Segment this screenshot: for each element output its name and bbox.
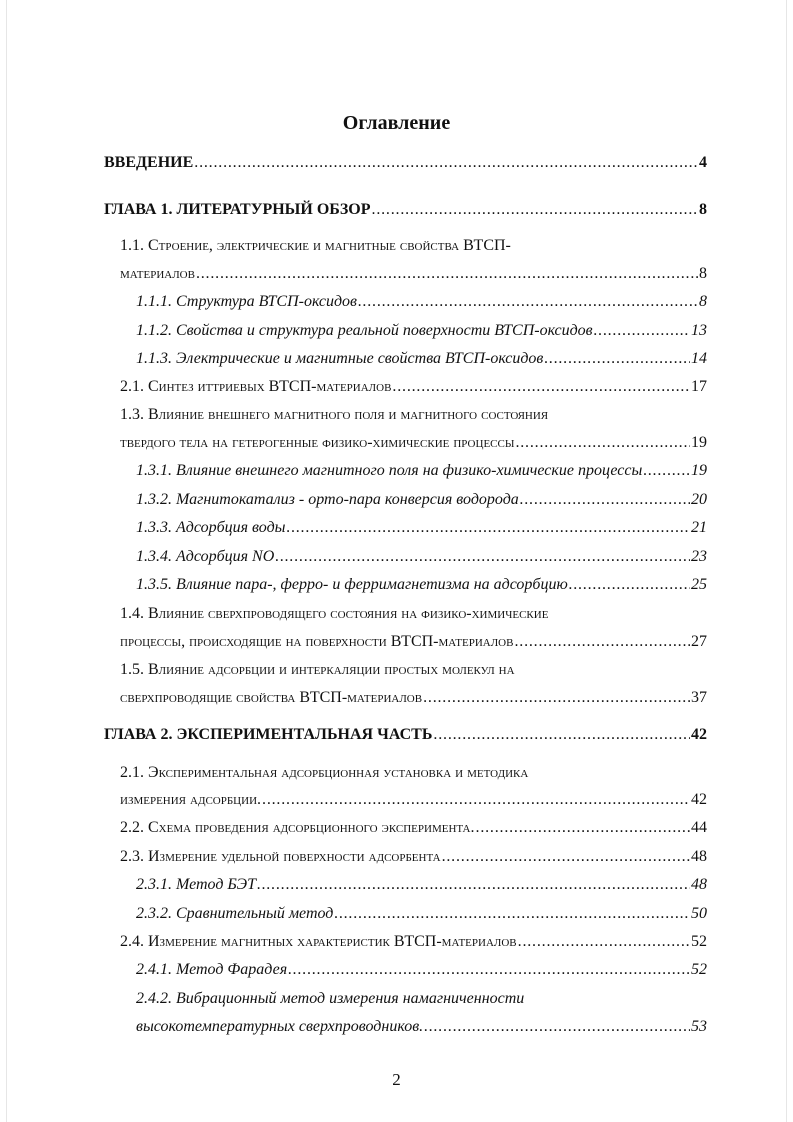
toc-entry-label: материалов (120, 265, 195, 282)
toc-page-number: 44 (691, 819, 707, 836)
toc-entry-1-3[interactable] (120, 433, 707, 453)
toc-entry-1-1-1[interactable] (136, 292, 707, 312)
toc-entry-label: 2.2. Схема проведения адсорбционного эксперимента. (120, 819, 475, 836)
toc-page-number: 21 (691, 519, 707, 536)
toc-entry-label: 1.1.1. Структура ВТСП-оксидов (136, 293, 357, 310)
toc-entry-chapter-2[interactable] (104, 725, 707, 745)
toc-page-number: 37 (691, 689, 707, 706)
toc-entry-label: 2.3.1. Метод БЭТ (136, 876, 257, 893)
toc-entry-label: 1.3.3. Адсорбция воды (136, 519, 286, 536)
page-edge-left (6, 0, 7, 1122)
toc-entry-2-4-2[interactable] (136, 1017, 707, 1037)
dot-leader (392, 377, 690, 397)
toc-entry-2-4-2-line1[interactable]: 2.4.2. Вибрационный метод измерения намагниченности (136, 990, 525, 1007)
dot-leader (520, 490, 690, 510)
toc-page-number: 8 (699, 265, 707, 282)
toc-page-number: 25 (691, 576, 707, 593)
toc-entry-label: сверхпроводящие свойства ВТСП-материалов (120, 689, 423, 706)
toc-entry-chapter-1[interactable] (104, 200, 707, 220)
toc-page-number: 4 (699, 154, 707, 171)
dot-leader (262, 790, 690, 810)
toc-entry-2-1-line1[interactable]: 2.1. Экспериментальная адсорбционная установка и методика (120, 764, 529, 781)
dot-leader (518, 932, 690, 952)
toc-entry-1-3-3[interactable] (136, 518, 707, 538)
toc-entry-2-3-2[interactable] (136, 904, 707, 924)
page-title: Оглавление (342, 112, 451, 134)
toc-page-number: 42 (691, 726, 707, 743)
toc-entry-2-2[interactable] (120, 818, 707, 838)
toc-entry-1-4[interactable] (120, 632, 707, 652)
toc-page-number: 8 (699, 201, 707, 218)
toc-page-number: 52 (691, 961, 707, 978)
toc-entry-1-1[interactable] (120, 264, 707, 284)
toc-page-number: 53 (691, 1018, 707, 1035)
toc-entry-1-3-2[interactable] (136, 490, 707, 510)
dot-leader (433, 725, 690, 745)
toc-entry-label: высокотемпературных сверхпроводников. (136, 1018, 424, 1035)
toc-entry-introduction[interactable] (104, 153, 707, 173)
toc-entry-1-1-line1[interactable]: 1.1. Строение, электрические и магнитные свойства ВТСП- (120, 237, 511, 254)
toc-entry-1-1-2[interactable] (136, 321, 707, 341)
dot-leader (358, 292, 698, 312)
toc-entry-2-4[interactable] (120, 932, 707, 952)
page-number: 2 (392, 1070, 401, 1089)
dot-leader (287, 518, 690, 538)
toc-entry-1-5[interactable] (120, 688, 707, 708)
dot-leader (275, 547, 690, 567)
toc-entry-label: 2.3. Измерение удельной поверхности адсорбента (120, 848, 441, 865)
toc-page-number: 42 (691, 791, 707, 808)
dot-leader (424, 1017, 690, 1037)
toc-entry-label: твердого тела на гетерогенные физико-химические процессы (120, 434, 515, 451)
toc-entry-label: 1.3.2. Магнитокатализ - орто-пара конверсия водорода (136, 491, 519, 508)
toc-page-number: 48 (691, 848, 707, 865)
dot-leader (514, 632, 690, 652)
toc-entry-1-4-line1[interactable]: 1.4. Влияние сверхпроводящего состояния на физико-химические (120, 605, 549, 622)
toc-entry-label: измерения адсорбции. (120, 791, 262, 808)
toc-page-number: 27 (691, 633, 707, 650)
toc-entry-label: 1.1.2. Свойства и структура реальной поверхности ВТСП-оксидов (136, 322, 593, 339)
dot-leader (423, 688, 690, 708)
toc-entry-2-3[interactable] (120, 847, 707, 867)
toc-entry-2-1-synthesis[interactable] (120, 377, 707, 397)
toc-entry-label: 2.3.2. Сравнительный метод (136, 905, 334, 922)
toc-entry-1-3-4[interactable] (136, 547, 707, 567)
dot-leader (544, 349, 690, 369)
toc-entry-2-3-1[interactable] (136, 875, 707, 895)
dot-leader (476, 818, 690, 838)
page-edge-right (786, 0, 787, 1122)
toc-page-number: 8 (699, 293, 707, 310)
dot-leader (334, 904, 690, 924)
toc-entry-1-3-line1[interactable]: 1.3. Влияние внешнего магнитного поля и магнитного состояния (120, 406, 549, 423)
toc-entry-label: 2.4.1. Метод Фарадея (136, 961, 288, 978)
toc-page-number: 20 (691, 491, 707, 508)
dot-leader (194, 153, 698, 173)
dot-leader (594, 321, 690, 341)
toc-page-number: 13 (691, 322, 707, 339)
toc-page-number: 19 (691, 434, 707, 451)
toc-entry-label: 1.3.5. Влияние пара-, ферро- и ферримагнетизма на адсорбцию (136, 576, 568, 593)
toc-page-number: 50 (691, 905, 707, 922)
toc-entry-2-1[interactable] (120, 790, 707, 810)
toc-page-number: 19 (691, 462, 707, 479)
dot-leader (372, 200, 698, 220)
toc-entry-1-3-1[interactable] (136, 461, 707, 481)
dot-leader (288, 960, 690, 980)
toc-entry-label: 2.1. Синтез иттриевых ВТСП-материалов (120, 378, 392, 395)
toc-entry-label: ГЛАВА 1. ЛИТЕРАТУРНЫЙ ОБЗОР (104, 201, 371, 218)
toc-entry-label: ВВЕДЕНИЕ (104, 154, 194, 171)
dot-leader (515, 433, 690, 453)
dot-leader (643, 461, 690, 481)
toc-entry-1-5-line1[interactable]: 1.5. Влияние адсорбции и интеркаляции простых молекул на (120, 661, 515, 678)
dot-leader (442, 847, 690, 867)
toc-entry-label: 1.3.4. Адсорбция NO (136, 548, 275, 565)
dot-leader (569, 575, 690, 595)
toc-entry-1-1-3[interactable] (136, 349, 707, 369)
toc-entry-label: процессы, происходящие на поверхности ВТСП-материалов (120, 633, 514, 650)
toc-page-number: 14 (691, 350, 707, 367)
dot-leader (196, 264, 698, 284)
toc-entry-label: ГЛАВА 2. ЭКСПЕРИМЕНТАЛЬНАЯ ЧАСТЬ (104, 726, 433, 743)
toc-page-number: 48 (691, 876, 707, 893)
toc-page-number: 52 (691, 933, 707, 950)
toc-entry-label: 1.1.3. Электрические и магнитные свойства ВТСП-оксидов (136, 350, 544, 367)
dot-leader (257, 875, 690, 895)
toc-page-number: 17 (691, 378, 707, 395)
toc-page-number: 23 (691, 548, 707, 565)
toc-entry-label: 2.4. Измерение магнитных характеристик ВТСП-материалов (120, 933, 517, 950)
toc-entry-1-3-5[interactable] (136, 575, 707, 595)
toc-entry-2-4-1[interactable] (136, 960, 707, 980)
toc-entry-label: 1.3.1. Влияние внешнего магнитного поля на физико-химические процессы (136, 462, 643, 479)
